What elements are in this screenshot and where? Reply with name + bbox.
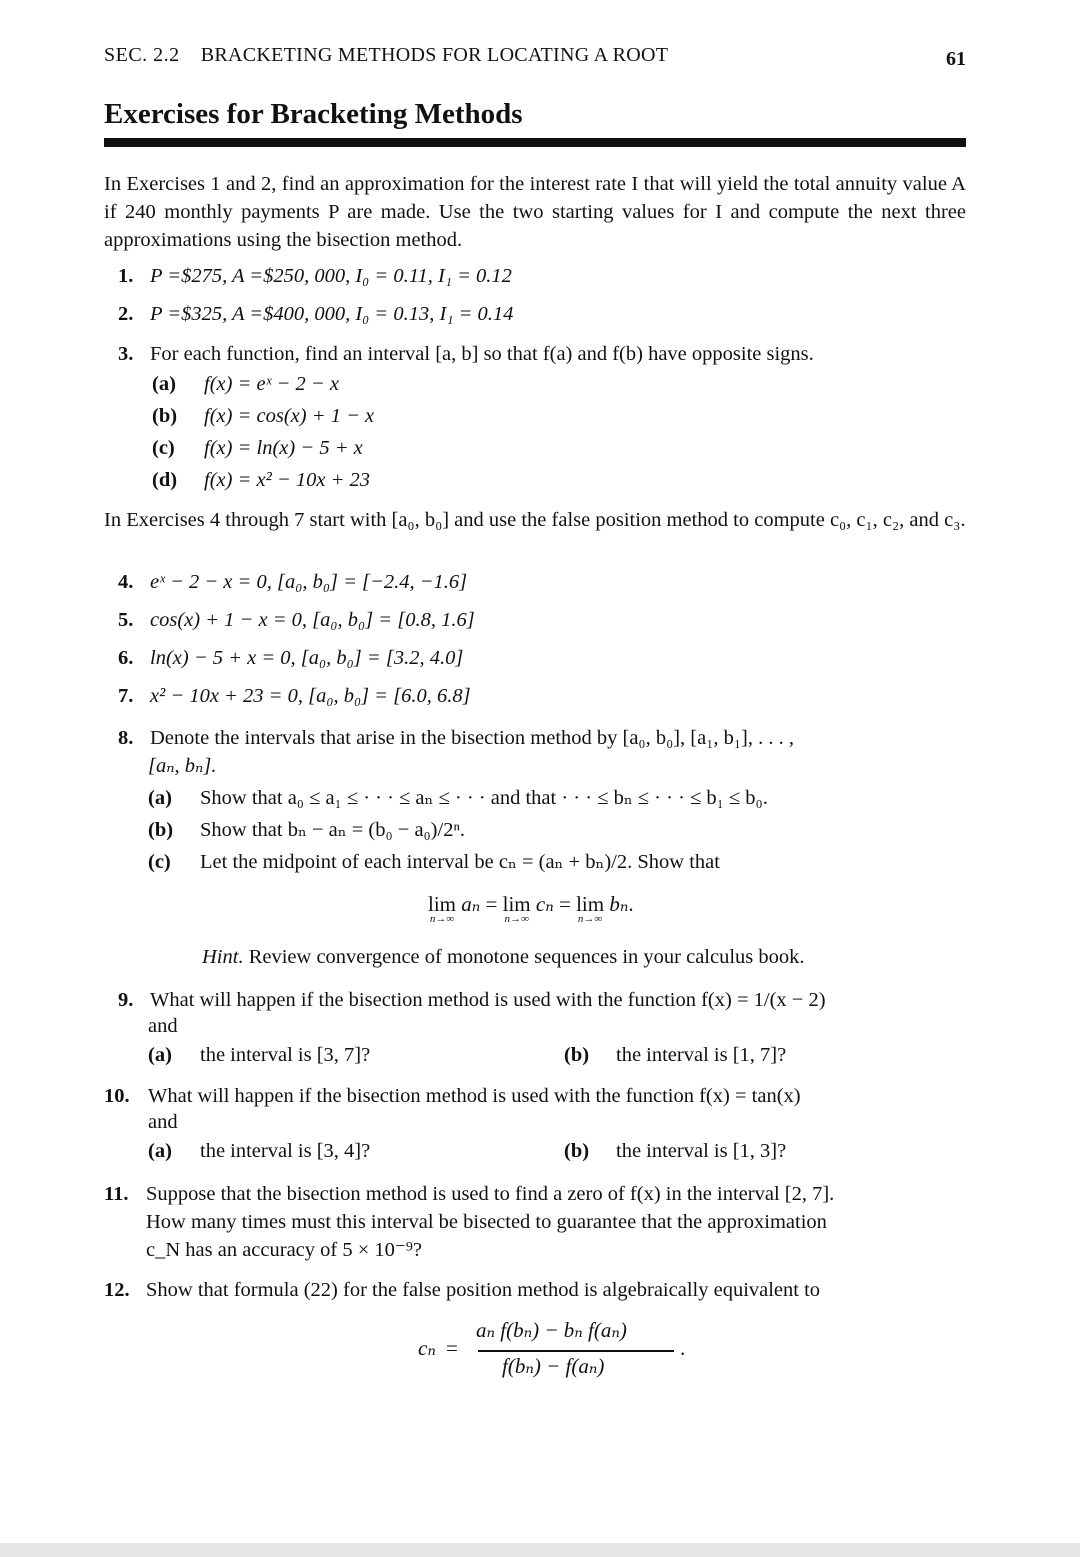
exercise-6: 6. ln(x) − 5 + x = 0, [a₀, b₀] = [3.2, 4.0] xyxy=(118,647,464,669)
textbook-page: SEC. 2.2 BRACKETING METHODS FOR LOCATING A ROOT 61 Exercises for Bracketing Methods In Exercises 1 and 2, find an approximation for the interest rate I that will yield the total annuity value A if 240 monthly payments P are made. Use the two starting values for I and compute the next three approximations using the bisection method. 1. P =$275, A =$250, 000, I₀ = 0.11, I₁ = 0.12 2. P =$325, A =$400, 000, I₀ = 0.13, I₁ = 0.14 3. For each function, find an interval [a, b] so that f(a) and f(b) have opposite signs. (a) f(x) = eˣ − 2 − x (b) f(x) = cos(x) + 1 − x (c) f(x) = ln(x) − 5 + x (d) f(x) = x² − 10x + 23 In Exercises 4 through 7 start with [a₀, b₀] and use the false position method to compute c₀, c₁, c₂, and c₃. 4. eˣ − 2 − x = 0, [a₀, b₀] = [−2.4, −1.6] 5. cos(x) + 1 − x = 0, [a₀, b₀] = [0.8, 1.6] 6. ln(x) − 5 + x = 0, [a₀, b₀] = [3.2, 4.0] 7. x² − 10x + 23 = 0, [a₀, b₀] = [6.0, 6.8] 8. Denote the intervals that arise in the bisection method by [a₀, b₀], [a₁, b₁], . . . , [aₙ, bₙ]. (a) Show that a₀ ≤ a₁ ≤ · · · ≤ aₙ ≤ · · · and that · · · ≤ bₙ ≤ · · · ≤ b₁ ≤ b₀. (b) Show that bₙ − aₙ = (b₀ − a₀)/2ⁿ. (c) Let the midpoint of each interval be cₙ = (aₙ + bₙ)/2. Show that lim n→∞ aₙ = lim n→∞ cₙ = lim n→∞ bₙ. Hint. Review convergence of monotone sequences in your calculus book. 9. What will happen if the bisection method is used with the function f(x) = 1/(x − 2) and (a) the interval is [3, 7]? (b) the interval is [1, 7]? 10. What will happen if the bisection method is used with the function f(x) = tan(x) and (a) the interval is [3, 4]? (b) the interval is [1, 3]? 11. Suppose that the bisection method is used to find a zero of f(x) in the interval [2, 7]. How many times must this interval be bisected to guarantee that the approximation c_N has an accuracy of 5 × 10⁻⁹? 12. Show that formula (22) for the false position method is algebraically equivalent to cₙ = aₙ f(bₙ) − bₙ f(aₙ) f(bₙ) − f(aₙ) . xyxy=(0,0,1080,1557)
page-title: Exercises for Bracketing Methods xyxy=(104,98,523,130)
exercise-11: 11. Suppose that the bisection method is used to find a zero of f(x) in the interval [2, 7]. xyxy=(104,1183,835,1205)
formula-numerator: aₙ f(bₙ) − bₙ f(aₙ) xyxy=(476,1318,627,1342)
section-heading: BRACKETING METHODS FOR LOCATING A ROOT xyxy=(200,44,669,66)
exercise-11-line-3: c_N has an accuracy of 5 × 10⁻⁹? xyxy=(146,1239,422,1261)
exercise-8: 8. Denote the intervals that arise in the bisection method by [a₀, b₀], [a₁, b₁], . . . , xyxy=(118,727,794,749)
exercise-1 xyxy=(118,262,966,290)
exercise-text: P =$325, A =$400, 000, I₀ = 0.13, I₁ = 0.14 xyxy=(150,303,514,325)
exercise-number: 1. xyxy=(118,265,134,287)
exercise-8-part-b: (b) Show that bₙ − aₙ = (b₀ − a₀)/2ⁿ. xyxy=(148,819,466,841)
exercise-9-and: and xyxy=(148,1015,178,1037)
page-number: 61 xyxy=(946,48,966,70)
exercise-3-part-a: (a) f(x) = eˣ − 2 − x xyxy=(152,373,339,395)
exercise-number: 2. xyxy=(118,303,134,325)
exercise-10-part-b: (b) the interval is [1, 3]? xyxy=(564,1140,787,1162)
exercise-3-part-b: (b) f(x) = cos(x) + 1 − x xyxy=(152,405,375,427)
exercise-10-part-a: (a) the interval is [3, 4]? xyxy=(148,1140,371,1162)
exercise-text: For each function, find an interval [a, b] so that f(a) and f(b) have opposite signs. xyxy=(150,343,814,365)
exercise-number: 3. xyxy=(118,343,134,365)
exercise-3-part-c: (c) f(x) = ln(x) − 5 + x xyxy=(152,437,363,459)
section-number: SEC. 2.2 xyxy=(104,44,180,66)
intro-paragraph-1: In Exercises 1 and 2, find an approximation for the interest rate I that will yield the total annuity value A if 240 monthly payments P are made. Use the two starting values for I and compute the next three approximations using the bisection method. xyxy=(104,173,966,251)
exercise-2 xyxy=(118,300,966,328)
exercise-3 xyxy=(118,340,966,368)
exercise-9-part-b: (b) the interval is [1, 7]? xyxy=(564,1044,787,1066)
exercise-text: P =$275, A =$250, 000, I₀ = 0.11, I₁ = 0.12 xyxy=(150,265,512,287)
exercise-4: 4. eˣ − 2 − x = 0, [a₀, b₀] = [−2.4, −1.6] xyxy=(118,571,468,593)
exercise-12: 12. Show that formula (22) for the false position method is algebraically equivalent to xyxy=(104,1279,821,1301)
exercise-3-part-d: (d) f(x) = x² − 10x + 23 xyxy=(152,469,371,491)
page-bottom-edge xyxy=(0,1543,1080,1557)
exercise-8-hint: Hint. Review convergence of monotone sequences in your calculus book. xyxy=(202,946,805,968)
exercise-10: 10. What will happen if the bisection method is used with the function f(x) = tan(x) xyxy=(104,1085,801,1107)
exercise-8-part-c: (c) Let the midpoint of each interval be cₙ = (aₙ + bₙ)/2. Show that xyxy=(148,851,720,873)
exercise-9: 9. What will happen if the bisection method is used with the function f(x) = 1/(x − 2) xyxy=(118,989,826,1011)
intro-paragraph-2: In Exercises 4 through 7 start with [a₀, b₀] and use the false position method to compute c₀, c₁, c₂, and c₃. xyxy=(104,509,966,531)
running-head xyxy=(104,44,966,70)
exercise-7: 7. x² − 10x + 23 = 0, [a₀, b₀] = [6.0, 6.8] xyxy=(118,685,471,707)
title-rule xyxy=(104,138,966,147)
formula-denominator: f(bₙ) − f(aₙ) xyxy=(502,1354,605,1378)
fraction-bar xyxy=(478,1350,674,1352)
exercise-8-line-2: [aₙ, bₙ]. xyxy=(148,755,217,777)
exercise-8-part-a: (a) Show that a₀ ≤ a₁ ≤ · · · ≤ aₙ ≤ · · · and that · · · ≤ bₙ ≤ · · · ≤ b₁ ≤ b₀. xyxy=(148,787,768,809)
exercise-5: 5. cos(x) + 1 − x = 0, [a₀, b₀] = [0.8, 1.6] xyxy=(118,609,475,631)
limit-equation: lim n→∞ aₙ = lim n→∞ cₙ = lim n→∞ bₙ. xyxy=(428,892,634,925)
exercise-11-line-2: How many times must this interval be bisected to guarantee that the approximation xyxy=(146,1211,827,1233)
exercise-9-part-a: (a) the interval is [3, 7]? xyxy=(148,1044,371,1066)
exercise-10-and: and xyxy=(148,1111,178,1133)
